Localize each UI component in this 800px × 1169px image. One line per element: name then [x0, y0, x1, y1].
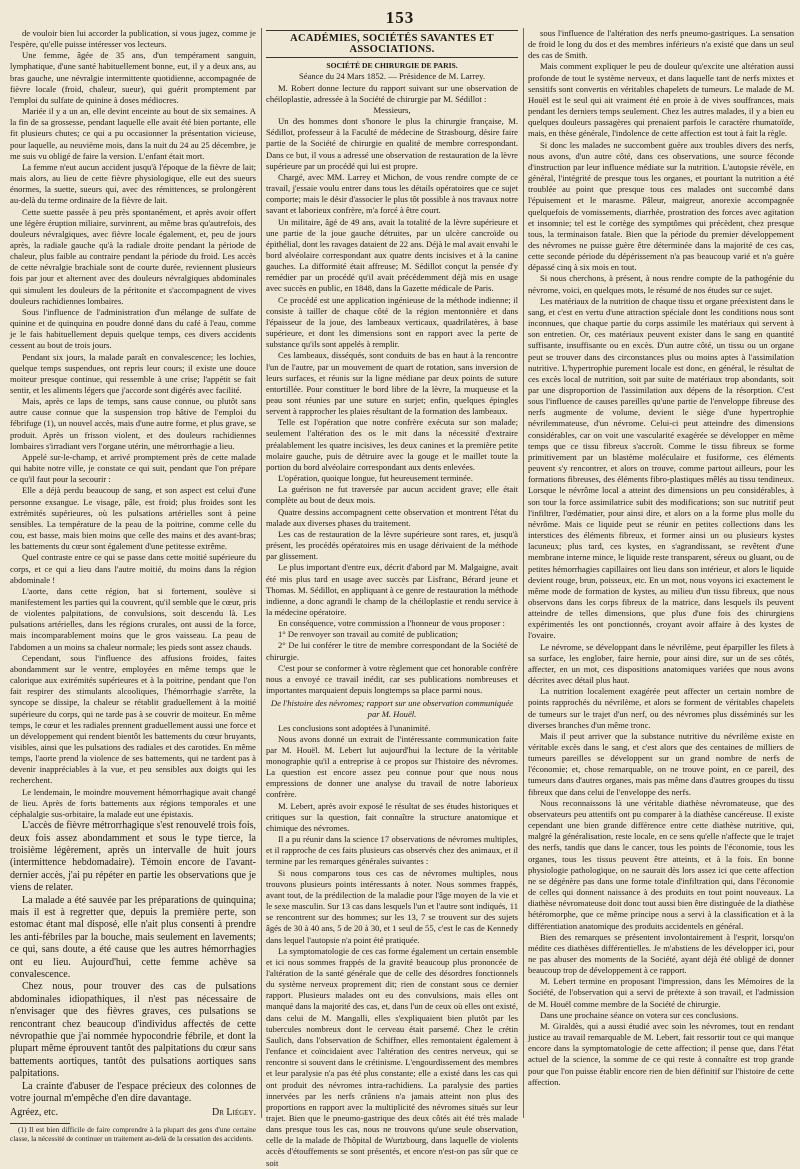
footnote-rule: [10, 1123, 70, 1124]
letter-conclusion: [10, 820, 256, 1105]
paragraph: Les conclusions sont adoptées à l'unanimité.: [278, 722, 431, 733]
paragraph: Si nous cherchons, à présent, à nous rendre compte de la pathogénie du névrome, voici, en quelques mots, le résumé de nos études sur ce sujet.: [528, 273, 794, 295]
paragraph: La crainte d'abuser de l'espace précieux des colonnes de votre journal m'empêche d'en dire davantage.: [10, 1080, 256, 1105]
paragraph: L'accès de fièvre métrorrhagique s'est renouvelé trois fois, deux fois assez abondamment et sous le type tierce, la troisième légèrement, après un intervalle de huit jours (intermittence hebdomadaire). Témoin encore de l'avant-dernier accès, j'ai pu répéter en partie les observations que je viens de relater.: [10, 820, 256, 894]
column-left: [10, 28, 256, 1143]
report-body: [266, 83, 518, 1169]
paragraph: Les cas de restauration de la lèvre supérieure sont rares, et, jusqu'à présent, les procédés opératoires mis en usage dérivaient de la méthode par glissement.: [266, 528, 518, 562]
section-title: ACADÉMIES, SOCIÉTÉS SAVANTES ET ASSOCIATIONS.: [266, 30, 518, 58]
signoff: [10, 1107, 256, 1119]
society-name: SOCIÉTÉ DE CHIRURGIE DE PARIS.: [326, 61, 458, 71]
page-number: 153: [385, 8, 415, 27]
signoff-author: Dr Liégey.: [212, 1107, 256, 1119]
paragraph: Le plus important d'entre eux, décrit d'abord par M. Malgaigne, avait été mis plus tard en usage avec succès par Lisfranc, Bérard jeune et Thomas. M. Sédillot, en appliquant à ce genre de restauration la méthode indienne, a donc agrandi le champ de la chéiloplastie et rendu service à la médecine opératoire.: [266, 562, 518, 617]
paragraph: Quatre dessins accompagnent cette observation et montrent l'état du malade aux diverses phases du traitement.: [266, 506, 518, 528]
report-continued: [528, 28, 794, 1088]
paragraph: Mariée il y a un an, elle devint enceinte au bout de six semaines. A la fin de sa grossesse, pendant laquelle elle avait été bien portante, elle fit plusieurs chutes; ce qui a pu occasionner la présentation vicieuse, pour laquelle, au neuvième mois, dans la nuit du 24 au 25 décembre, je me suis vu obligé de faire la version. L'enfant était mort.: [10, 106, 256, 161]
paragraph: Il a pu réunir dans la science 17 observations de névromes multiples, et il rapproche de ces faits plusieurs cas observés chez des animaux, et il termine par les remarques générales suivantes :: [266, 834, 518, 867]
paragraph: M. Robert donne lecture du rapport suivant sur une observation de chéiloplastie, adressée à la Société de chirurgie par M. Sédillot :: [266, 82, 518, 104]
paragraph: Mais, après ce laps de temps, sans cause connue, ou plutôt sans autre cause connue que la suspension trop hâtive de l'emploi du fébrifuge (1), un nouvel accès, mais d'une autre forme, et plus grave, se produit. Après un frisson violent, et des douleurs rachidiennes lombaires s'irradiant vers l'organe utérin, une métrorrhagie a lieu.: [10, 396, 256, 451]
paragraph: La guérison ne fut traversée par aucun accident grave; elle était complète au bout de deux mois.: [266, 484, 518, 506]
paragraph: Appelé sur-le-champ, et arrivé promptement près de cette malade qui habite notre ville, je constate ce qui suit, pendant que l'on prépare ce qu'il faut pour la secourir :: [10, 451, 256, 485]
column-right: [528, 28, 794, 1118]
paragraph: Une femme, âgée de 35 ans, d'un tempérament sanguin, lymphatique, d'une santé habituellement bonne, eut, il y a deux ans, au bras gauche, une névralgie intermittente quotidienne, accompagnée de fièvre locale (froid, chaleur, sueur), qui guérit promptement par l'emploi du sulfate de quinine à doses médiocres.: [10, 50, 256, 105]
paragraph: 1° De renvoyer son travail au comité de publication;: [278, 629, 459, 640]
paragraph: Le névrome, se développant dans le névrilème, peut éparpiller les filets à sa surface, les englober, faire hernie, pour ainsi dire, sur un de ses côtés, affecter, en un mot, ces dispositions anatomiques variées que nous avons décrites avec détail plus haut.: [528, 641, 794, 686]
paragraph: La symptomatologie de ces cas forme également un certain ensemble et ici nous sommes frappés de la gravité beaucoup plus prononcée de l'altération de la santé générale que de celle des désordres fonctionnels du système nerveux proprement dit; rien de constant sous ce dernier rapport. Plusieurs malades ont eu des convulsions, mais elles ont manqué dans la majorité des cas, et, dans l'un de ceux où elles ont existé, dans celui de M. Mangalli, elles s'expliquaient bien plutôt par les tubercules nombreux dont le cerveau était parsemé. Chez le crétin Saulich, dans l'observation de Schiffner, elles remontaient également à l'enfance et coïncidaient avec l'altération des centres nerveux, qui se rencontre si souvent dans le crétinisme. L'engourdissement des membres et leur paralysie n'a pas été plus constante; elle a existé dans les cas qui ont produit des névromes intra-rachidiens. La paralysie des parties innervées par les nerfs crâniens n'a jamais atteint non plus des proportions en rapport avec la multiplicité des névromes situés sur leur trajet. Bien que le pneumo-gastrique des deux côtés ait été très malade dans presque tous les cas, nous ne trouvons qu'une seule observation, celle de la malade de l'hôpital de Wurtzbourg, dans laquelle de violents accès d'étouffements se sont présentés, et encore n'est-on pas sûr que ce soit: [266, 945, 518, 1168]
column-middle: [266, 28, 518, 1168]
paragraph: de vouloir bien lui accorder la publication, si vous jugez, comme je l'espère, qu'elle puisse intéresser vos lecteurs.: [10, 28, 256, 50]
paragraph: Un des hommes dont s'honore le plus la chirurgie française, M. Sédillot, professeur à la Faculté de médecine de Strasbourg, désire faire partie de la Société de chirurgie en qualité de membre correspondant. Dans ce but, il vous a adressé une observation de restauration de la lèvre supérieure par un procédé qui lui est propre.: [266, 116, 518, 171]
columns: [10, 28, 794, 1168]
paragraph: Les matériaux de la nutrition de chaque tissu et organe préexistent dans le sang, et c'est en vertu d'une attraction spéciale dont les conditions nous sont inconnues, que chaque partie du corps assimile les matériaux qui servent à son entretien. Or, ces matériaux peuvent exister dans le sang en quantité suffisante, insuffisante ou en excès. D'un autre côté, un tissu ou un organe peut se trouver dans des circonstances plus ou moins aptes à l'assimilation nutritive. L'hypertrophie purement locale est donc, en général, le résultat de ces excès local de nutrition, soit par suite de matériaux trop abondants, soit par une disproportion de l'assimilation aux dépens de la résorption. C'est sous l'influence de causes pareilles qu'une partie de l'enveloppe fibreuse des nerfs augmente de volume, devient le siège d'une hypertrophie névrilemmateuse, d'un névrome. Celui-ci peut atteindre des dimensions considérables, car on voit une vascularité exagérée se développer en même temps que ce tissu fibreux s'accroît. Comme le tissu fibreux se forme primitivement par un blastème moléculaire et fusiforme, ces éléments peuvent s'y rencontrer, et alors on trouve, comme partout ailleurs, pour les formations fibreuses, des éléments fibro-plastiques mêlés au tissu tendineux. Lorsque le névrôme local a atteint des dimensions un peu considérables, à son tour la force assimilatrice subit des modifications; son suc nutritif peut l'infiltrer, l'œdématier, pour ainsi dire, et alors on a la forme plus molle du névrôme. Mais ce liquide peut se réunir en petites collections dans les interstices des éléments fibreux, et former ainsi un ou plusieurs kystes lacuneux; plus tard, ces kystes, en s'agrandissant, se revêtent d'une membrane interne mince, le liquide reste transparent, séreux ou gluant, ou de petites hémorrhagies capillaires ont lieu dans son intérieur, et alors le liquide devient rouge, brun, poisseux, etc. En un mot, nous voyons ici exactement le même mode de formation de kystes, au milieu d'un tissu fibreux, que nous observons dans les corps fibreux de la matrice, dans lesquels ils peuvent atteindre de telles dimensions, que plus d'une fois des chirurgiens expérimentés les ont ponctionnés, croyant avoir affaire à des kystes de l'ovaire.: [528, 295, 794, 641]
paragraph: M. Lebert termine en proposant l'impression, dans les Mémoires de la Société, de l'observation qui a servi de prétexte à son travail, et l'admission de M. Houël comme membre de la Société de chirurgie.: [528, 976, 794, 1009]
paragraph: C'est pour se conformer à votre règlement que cet honorable confrère nous a envoyé ce travail inédit, car ses publications nombreuses et importantes marquaient depuis longtemps sa place parmi nous.: [266, 662, 518, 696]
paragraph: Cette suette passée à peu près spontanément, et après avoir offert une légère éruption miliaire, survinrent, au même bras qu'autrefois, des douleurs névralgiques, avec fièvre locale également, et, peu de jours après, la radiale gauche qu'à la radiale droite pendant la période de chaleur, plus faible au contraire pendant la période du froid. Les accès de cette névralgie brachiale sont de courte durée, reviennent plusieurs fois par jour et alternent avec des douleurs névralgiques abdominales qui simulent les douleurs de la péritonite et s'accompagnent de vives douleurs rachidiennes lombaires.: [10, 206, 256, 306]
paragraph: Si nous comparons tous ces cas de névromes multiples, nous trouvons plusieurs points intéressants à noter. Nous sommes frappés, avant tout, de la prédilection de la maladie pour l'âge moyen de la vie et le sexe masculin. Sur 13 cas dans lesquels l'un et l'autre sont indiqués, 11 se rencontrent sur des hommes; sur les 13, 7 se trouvent sur des sujets âgés de 30 à 40 ans, 5 de 20 à 30, et 1 seul de 55, c'est le cas de Kennedy dans lequel l'autopsie n'a point été pratiquée.: [266, 867, 518, 945]
paragraph: Nous avons donné un extrait de l'intéressante communication faite par M. Houël. M. Lebert lut aujourd'hui la lecture de la véritable monographie qu'il a entreprise à ce propos sur l'histoire des névromes. La question est encore assez peu connue pour que nous nous empressions de donner une analyse du travail de notre laborieux confrère.: [266, 733, 518, 800]
paragraph: Chargé, avec MM. Larrey et Michon, de vous rendre compte de ce travail, j'essaie voulu entrer dans tous les détails opératoires que ce sujet comporte; mais le désir d'associer le plus tôt possible à nos travaux notre savant et laborieux confrère, m'a forcé à être court.: [266, 171, 518, 216]
paragraph: Mais il peut arriver que la substance nutritive du névrilème existe en véritable excès dans le sang, et c'est alors que des centaines de milliers de tumeurs pareilles se développent sur un grand nombre de nerfs de l'économie; et, chose remarquable, on ne trouve point, en ce pareil, des tumeurs dans d'autres organes, mais pas même dans d'autres groupes du tissu fibreux que dans celui de l'enveloppe des nerfs.: [528, 730, 794, 797]
paragraph: 2° De lui conférer le titre de membre correspondant de la Société de chirurgie.: [266, 640, 518, 662]
paragraph: La nutrition localement exagérée peut affecter un certain nombre de points rapprochés du névrilème, et alors se forment de véritables chapelets de tumeurs sur le trajet d'un nerf, ou des névromes plus disséminés sur les diverses branches d'un même tronc.: [528, 686, 794, 730]
paragraph: L'aorte, dans cette région, bat si fortement, soulève si manifestement les parties qui la couvrent, qu'il semble que le cœur, pris de violentes palpitations, de convulsions, soit descendu là. Les pulsations artérielles, dans les régions crurales, ont aussi de la force, mais incomparablement moins que le gros vaisseau. La peau de l'abdomen a un moins sa chaleur normale; les pieds sont assez chauds.: [10, 585, 256, 652]
paragraph: Pendant six jours, la malade paraît en convalescence; les lochies, quelque temps suspendues, ont repris leur cours; il existe une douce moiteur presque continue, qui ressemble à une crise; l'appétit se fait sentir, et les aliments légers que j'accorde sont digérés avec facilité.: [10, 351, 256, 395]
paragraph: Elle a déjà perdu beaucoup de sang, et son aspect est celui d'une personne exsangue. Le visage, pâle, est froid; plus froides sont les extrémités supérieures, où les pulsations artérielles sont à peine sensibles. La température de la peau de la poitrine, comme celle du cou, est basse, mais bien moins que celle des mains et des avant-bras; les battements du cœur sont également d'une petitesse extrême.: [10, 485, 256, 552]
column-rule: [523, 28, 524, 1118]
paragraph: Dans une prochaine séance on votera sur ces conclusions.: [540, 1009, 739, 1020]
paragraph: Nous reconnaissons là une véritable diathèse névromateuse, que des observateurs peu attentifs ont pu comparer à la diathèse cancéreuse. Il existe cependant une bien grande différence entre cette diathèse nutritive, qui, malgré la généralisation, reste locale, en ce sens qu'elle n'affecte que le trajet des nerfs, tandis que dans le cancer, tous les points de l'économie, tous les organes, tous les tissus peuvent être atteints, et à la fois. En bonne physiologie pathologique, on ne saurait dès lors assez ici que cette affection ne se dégénère pas dans une forme totale d'infiltration qui, dans l'économie de celles qui donnent naissance à des produits en tout point nouveaux. La diathèse névromateuse doit donc tout aussi bien être distinguée de la diathèse hétéromorphe, que ce même principe nous a servi à la classification et à la différentiation anatomique des produits accidentels en général.: [528, 797, 794, 931]
paragraph: Bien des remarques se présentent involontairement à l'esprit, lorsqu'on médite ces diathèses différentielles. Je m'abstiens de les développer ici, pour ne pas abuser des moments de la Société, ayant déjà été obligé de donner beaucoup trop de développement à ce rapport.: [528, 931, 794, 976]
footnote: (1) Il est bien difficile de faire comprendre à la plupart des gens d'une certaine classe, la nécessité de continuer un traitement au-delà de la cessation des accidents.: [10, 1124, 256, 1143]
paragraph: M. Lebert, après avoir exposé le résultat de ses études historiques et critiques sur la question, fait connaître la structure anatomique et chimique des névromes.: [266, 800, 518, 833]
article-subtitle: De l'histoire des névromes; rapport sur une observation communiquée par M. Houël.: [270, 698, 514, 720]
paragraph: La femme n'eut aucun accident jusqu'à l'époque de la fièvre de lait; mais alors, au lieu de cette fièvre physiologique, elle eut des sueurs énormes, la suette, sueurs qui, avec des rémittences, se prolongèrent au-delà du terme ordinaire de la fièvre de lait.: [10, 161, 256, 206]
paragraph: L'opération, quoique longue, fut heureusement terminée.: [278, 473, 473, 484]
paragraph: Un militaire, âgé de 49 ans, avait la totalité de la lèvre supérieure et une partie de la joue gauche détruites, par un ulcère cancroïde ou épithélial, dont les ravages dataient de 22 ans. Déjà le mal avait envahi le bord alvéolaire correspondant aux quatre dents incisives et à la canine gauches. La difformité était affreuse; M. Sédillot conçut la pensée d'y remédier par un procédé qu'il avait précédemment déjà mis en usage avec succès en public, en 1848, dans la Gazette médicale de Paris.: [266, 216, 518, 294]
paragraph: La malade a été sauvée par les préparations de quinquina; mais il est à regretter que, depuis la première perte, son estomac étant mal disposé, elle n'ait plus consenti à prendre les anti-fébriles par la bouche, mais seulement en lavements; ce qui, sans doute, a été cause que les autres hémorrhagies ont eu lieu. Aujourd'hui, cette femme achève sa convalescence.: [10, 894, 256, 980]
paragraph: Telle est l'opération que notre confrère exécuta sur son malade; seulement l'altération des os le mit dans la nécessité d'extraire préalablement les quatre incisives, les deux canines et la première petite molaire gauche, puis de détruire avec la gouge et le maillet toute la portion du bord alvéolaire correspondant aux dents enlevées.: [266, 417, 518, 472]
paragraph: Ces lambeaux, disséqués, sont conduits de bas en haut à la rencontre l'un de l'autre, par un mouvement de quart de rotation, sans inversion de leurs surfaces, et réunis sur la ligne médiane par deux points de suture entortillée. Pour constituer le bord libre de la lèvre, la muqueuse et la peau sont réunies par une suture en surjet; enfin, quelques épingles servent à rapprocher les plaies résultant de la formation des lambeaux.: [266, 350, 518, 417]
paragraph: Le lendemain, le moindre mouvement hémorrhagique avait changé de lieu. Après de forts battements aux régions temporales et une céphalalgie sus-orbitaire, la malade eut une épistaxis.: [10, 786, 256, 819]
paragraph: Si donc les malades ne succombent guère aux troubles divers des nerfs, nous avons, d'un autre côté, dans ces observations, une source féconde d'instruction par leur influence médiate sur la nutrition. L'autopsie révèle, en général, l'intégrité de presque tous les organes, et pourtant la nutrition a été troublée au point que presque tous ces malades ont succombé dans l'épuisement et le marasme. Pâleur, maigreur, anorexie accompagnée quelquefois de vomissements, diarrhée, prostration des forces avec agitation et insomnie; tel est le cortège des symptômes qui précèdent, chez presque tous, la terminaison fatale. Bien que la période du premier développement des névromes ne puisse guère être déterminée dans la majorité de ces cas, cette seconde période du dépérissement n'a pas beaucoup varié et n'a guère dépassé cinq à six mois en tout.: [528, 139, 794, 273]
signoff-greeting: Agréez, etc.: [10, 1107, 59, 1119]
paragraph: Mais comment expliquer le peu de douleur qu'excite une altération aussi profonde de tout le système nerveux, et dans laquelle tant de nerfs mixtes et sensitifs sont convertis en véritables chapelets de tumeurs. Le malade de M. Houël est le seul qui ait vraiment été en proie à de vives souffrances, mais pendant les derniers temps seulement. Chez les autres malades, il y a bien eu quelques douleurs passagères qui prenaient parfois le caractère rhumatoïde, mais, en thèse générale, l'indolence de cette affection est tout à fait la règle.: [528, 61, 794, 139]
paragraph: Ce procédé est une application ingénieuse de la méthode indienne; il consiste à tailler de chaque côté de la région mentonnière et dans l'épaisseur de la joue, des lambeaux verticaux, quadrilatères, à base supérieure, et dont les dimensions sont en rapport avec la perte de substance qu'ils sont appelés à remplir.: [266, 294, 518, 350]
paragraph: Cependant, sous l'influence des affusions froides, faites abondamment sur le ventre, employées en même temps que le calorique aux extrémités supérieures et à la poitrine, pendant que l'on fait respirer des stimulants alcooliques, l'hémorrhagie s'arrête, la syncope se dissipe, la chaleur se rétablit graduellement à la moitié supérieure du corps, qui ne tarde pas à se couvrir de moiteur. En même temps, le cœur et les radiales prennent graduellement aussi une force et un développement qui rendent bientôt les battements du cœur bruyants, visibles, ainsi que les pulsations des radiales et des carotides. En même temps, l'aorte prend la violence de ses battements, qui ne tardent pas à devenir inappréciables à la vue, et peu sensibles aux doigts qui les recherchent.: [10, 652, 256, 786]
paragraph: Quel contraste entre ce qui se passe dans cette moitié supérieure du corps, et ce qui a lieu dans l'autre moitié, du moins dans la région abdominale !: [10, 552, 256, 585]
paragraph: sous l'influence de l'altération des nerfs pneumo-gastriques. La sensation de froid le long du dos et des membres inférieurs n'a existé que dans un seul des cas de Smith.: [528, 28, 794, 61]
column-rule: [261, 28, 262, 1118]
paragraph: Messieurs,: [373, 104, 411, 115]
paragraph: Chez nous, pour trouver des cas de pulsations abdominales idiopathiques, il n'est pas nécessaire de n'envisager que des fièvres graves, ces pulsations se rencontrant chez beaucoup d'individus affectés de cette névropathie que j'ai nommée hypocondrie fébrile, et dont la plupart même éprouvent tantôt des palpitations du cœur sans battements aortiques, tantôt des pulsations aortiques sans palpitations.: [10, 981, 256, 1080]
paragraph: M. Giraldès, qui a aussi étudié avec soin les névromes, tout en rendant justice au travail remarquable de M. Lebert, fait ressortir tout ce qui manque encore dans la symptomatologie de cette affection; il pense que, dans l'état actuel de la science, la somme de ce qui reste à connaître est trop grande pour que l'on puisse établir encore rien de bien définitif sur l'histoire de cette affection.: [528, 1020, 794, 1087]
letter-body: [10, 28, 256, 820]
paragraph: Sous l'influence de l'administration d'un mélange de sulfate de quinine et de quinquina en poudre donné dans du café à l'eau, comme je le fais habituellement depuis quelque temps, ces divers accidents cessent au bout de trois jours.: [10, 306, 256, 351]
session-line: Séance du 24 Mars 1852. — Présidence de M. Larrey.: [298, 71, 486, 82]
paragraph: En conséquence, votre commission a l'honneur de vous proposer :: [278, 618, 505, 629]
